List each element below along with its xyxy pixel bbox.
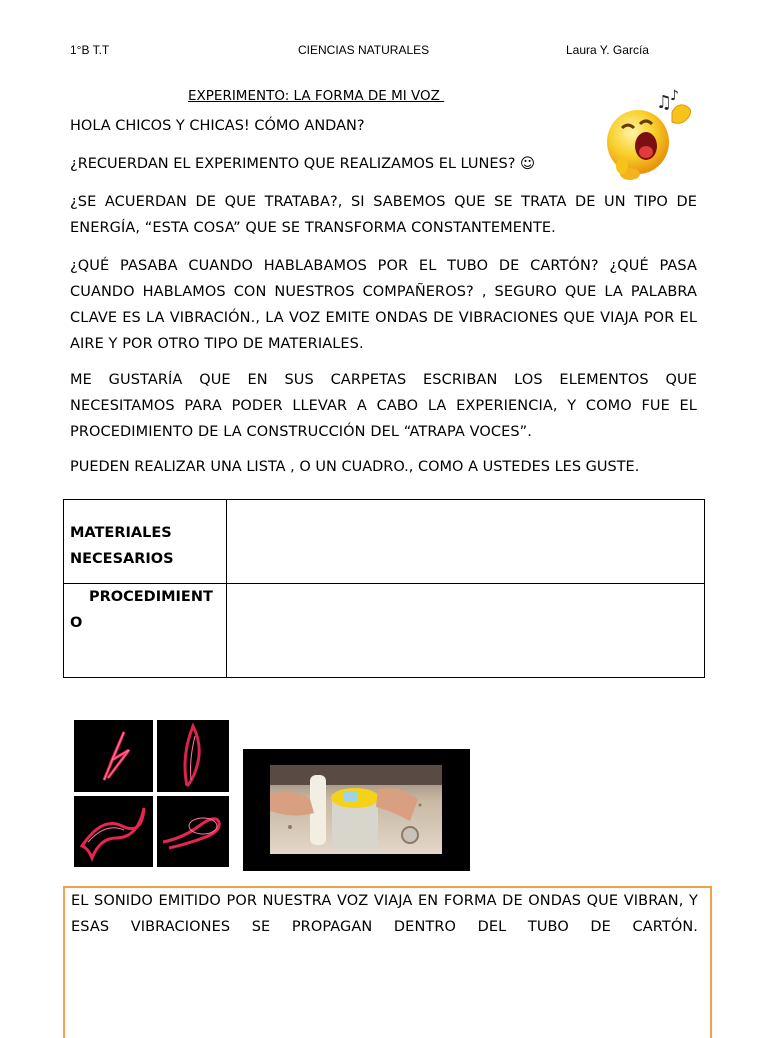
laser-pattern-image-4 xyxy=(157,796,229,867)
materials-answer-cell[interactable] xyxy=(227,500,705,584)
list-suggestion: PUEDEN REALIZAR UNA LISTA , O UN CUADRO., COMO A USTEDES LES GUSTE. xyxy=(70,459,640,475)
explanation-box xyxy=(63,886,712,1038)
course-label: 1°B T.T xyxy=(70,43,110,57)
laser-pattern-image-1 xyxy=(74,720,153,792)
energy-paragraph: ¿SE ACUERDAN DE QUE TRATABA?, SI SABEMOS QUE SE TRATA DE UN TIPO DE ENERGÍA, “ESTA COSA” QUE SE TRANSFORMA CONSTANTEMENTE. xyxy=(70,194,697,236)
procedure-label-line2: O xyxy=(70,615,83,631)
instructions-paragraph: ME GUSTARÍA QUE EN SUS CARPETAS ESCRIBAN LOS ELEMENTOS QUE NECESITAMOS PARA PODER LLEVAR A CABO LA EXPERIENCIA, Y COMO FUE EL PROCEDIMIENTO DE LA CONSTRUCCIÓN DEL “ATRAPA VOCES”. xyxy=(70,372,697,440)
laser-pattern-image-2 xyxy=(157,720,229,792)
explanation-text: EL SONIDO EMITIDO POR NUESTRA VOZ VIAJA EN FORMA DE ONDAS QUE VIBRAN, Y ESAS VIBRACIONES SE PROPAGAN DENTRO DEL TUBO DE CARTÓN. xyxy=(71,893,698,935)
experiment-photo xyxy=(243,749,470,871)
procedure-answer-cell[interactable] xyxy=(227,584,705,678)
svg-text:♪: ♪ xyxy=(670,88,679,104)
document-title: EXPERIMENTO: LA FORMA DE MI VOZ xyxy=(188,88,445,104)
singing-emoji-icon xyxy=(602,86,698,184)
subject-label: CIENCIAS NATURALES xyxy=(298,43,430,57)
procedure-label-line1: PROCEDIMIENT xyxy=(89,589,213,605)
teacher-name: Laura Y. García xyxy=(566,43,649,57)
materials-header-cell xyxy=(64,500,227,584)
recall-question: ¿RECUERDAN EL EXPERIMENTO QUE REALIZAMOS EL LUNES? ☺ xyxy=(70,156,536,172)
materials-label-line1: MATERIALES xyxy=(70,525,172,541)
table-row xyxy=(64,500,705,584)
materials-label-line2: NECESARIOS xyxy=(70,551,174,567)
svg-text:♫: ♫ xyxy=(656,92,673,113)
laser-pattern-image-3 xyxy=(74,796,153,867)
greeting-text: HOLA CHICOS Y CHICAS! CÓMO ANDAN? xyxy=(70,118,365,134)
activity-table xyxy=(63,499,705,678)
procedure-header-cell xyxy=(64,584,227,678)
vibration-paragraph: ¿QUÉ PASABA CUANDO HABLABAMOS POR EL TUBO DE CARTÓN? ¿QUÉ PASA CUANDO HABLAMOS CON NUESTROS COMPAÑEROS? , SEGURO QUE LA PALABRA CLAVE ES LA VIBRACIÓN., LA VOZ EMITE ONDAS DE VIBRACIONES QUE VIAJA POR EL AIRE Y POR OTRO TIPO DE MATERIALES. xyxy=(70,258,697,352)
table-row xyxy=(64,584,705,678)
